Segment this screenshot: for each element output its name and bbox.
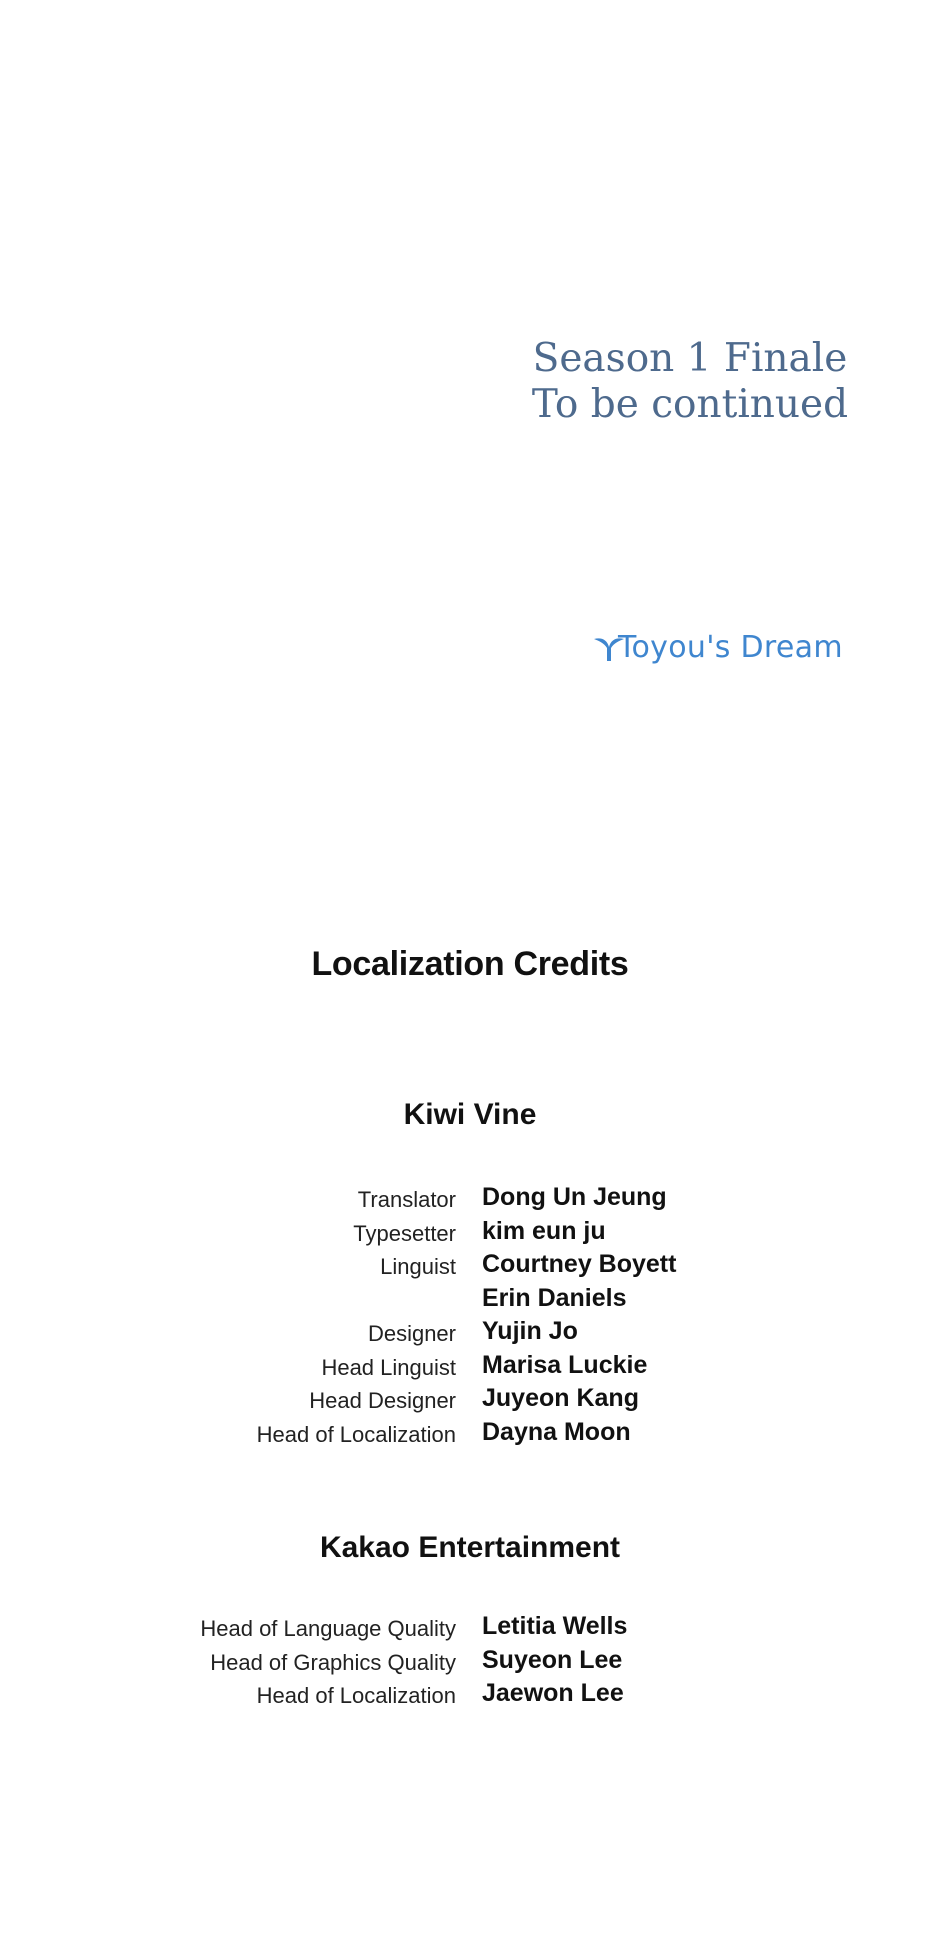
credit-name: Letitia Wells <box>482 1612 628 1640</box>
credit-name: Juyeon Kang <box>482 1384 639 1412</box>
credit-name: Dong Un Jeung <box>482 1183 667 1211</box>
credits-list <box>0 1183 940 1451</box>
credit-name: Jaewon Lee <box>482 1679 624 1707</box>
finale-line-2: To be continued <box>531 382 849 427</box>
credits-title: Localization Credits <box>311 945 629 983</box>
credit-name: Dayna Moon <box>482 1417 631 1446</box>
credit-role: Typesetter <box>353 1220 456 1246</box>
credit-role: Head of Language Quality <box>200 1616 456 1641</box>
finale-text <box>520 336 860 428</box>
credit-role: Head of Localization <box>256 1421 456 1447</box>
credit-row <box>0 1646 940 1680</box>
logo-text: Toyou's Dream <box>618 630 843 665</box>
credit-name: kim eun ju <box>482 1216 606 1245</box>
credit-row <box>0 1612 940 1646</box>
credit-row <box>0 1384 940 1418</box>
credit-name: Erin Daniels <box>482 1283 627 1312</box>
credit-row <box>0 1679 940 1713</box>
credit-role: Head of Localization <box>256 1683 456 1708</box>
credit-role: Translator <box>357 1187 456 1212</box>
credit-row <box>0 1284 940 1318</box>
credit-row <box>0 1217 940 1251</box>
credit-role: Head Linguist <box>321 1354 456 1380</box>
credit-row <box>0 1351 940 1385</box>
credit-role: Linguist <box>380 1254 456 1279</box>
credit-role: Designer <box>367 1321 456 1346</box>
studio-name: Kakao Entertainment <box>319 1531 621 1564</box>
credits-list <box>0 1612 940 1713</box>
credit-name: Yujin Jo <box>482 1317 578 1345</box>
studio-name: Kiwi Vine <box>403 1098 537 1131</box>
credit-name: Marisa Luckie <box>482 1350 648 1379</box>
credit-name: Courtney Boyett <box>482 1250 677 1278</box>
credit-row <box>0 1317 940 1351</box>
credit-row <box>0 1250 940 1284</box>
credit-row <box>0 1183 940 1217</box>
publisher-logo <box>592 628 843 668</box>
credit-role: Head Designer <box>309 1388 456 1413</box>
finale-line-1: Season 1 Finale <box>532 336 848 381</box>
credit-role: Head of Graphics Quality <box>210 1649 456 1675</box>
credit-name: Suyeon Lee <box>482 1645 623 1674</box>
credit-row <box>0 1418 940 1452</box>
